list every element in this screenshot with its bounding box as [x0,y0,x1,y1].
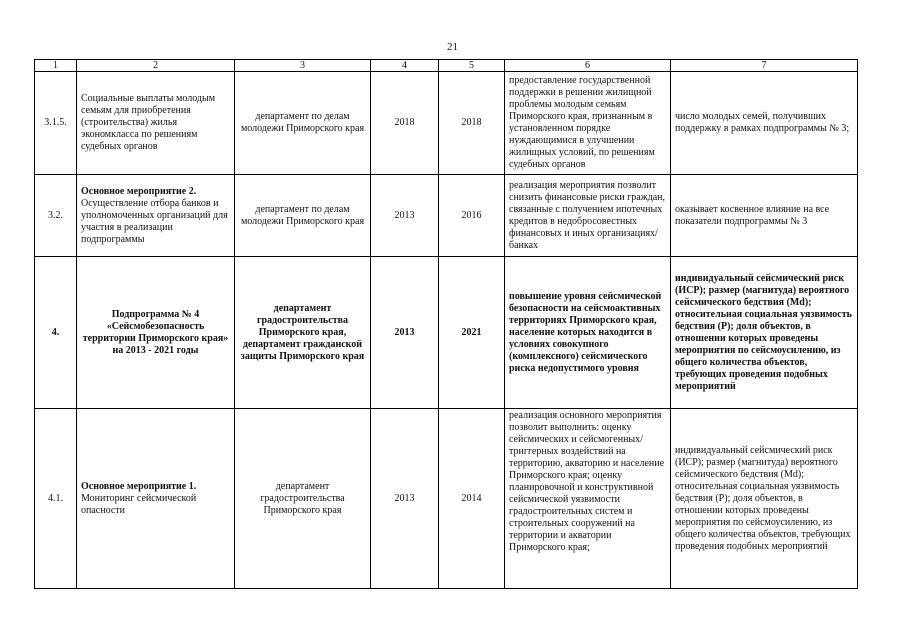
item-number: 3.1.5. [35,72,77,175]
item-expected-result: реализация основного мероприятия позволит выполнить: оценку сейсмических и сейсмогенных/триггерных воздействий на территорию, акваторию и население Приморского края; оценку планировочной и конструктивной сейсмической уязвимости градостроительных систем и строительных сооружений на территории и акватории Приморского края; [505,409,671,589]
program-table [34,59,858,589]
item-name-cell [77,175,235,257]
table-row [35,72,858,175]
item-name: Социальные выплаты молодым семьям для приобретения (строительства) жилья экономкласса по решениям судебных органов [77,72,235,175]
column-header: 4 [371,60,439,72]
item-executor: департамент градостроительства Приморского края, департамент гражданской защиты Приморского края [235,257,371,409]
item-start-year: 2013 [371,257,439,409]
column-header: 3 [235,60,371,72]
item-end-year: 2016 [439,175,505,257]
item-executor: департамент градостроительства Приморского края [235,409,371,589]
item-indicator: индивидуальный сейсмический риск (ИСР); размер (магнитуда) вероятного сейсмического бедствия (Md); относительная социальная уязвимость бедствия (Р); доля объектов, в отношении которых проведены мероприятия по сейсмоусилению, из общего количества объектов, требующих проведения подобных мероприятий [671,409,858,589]
item-start-year: 2013 [371,175,439,257]
item-number: 4. [35,257,77,409]
column-header: 1 [35,60,77,72]
column-header: 2 [77,60,235,72]
item-end-year: 2021 [439,257,505,409]
item-title: Основное мероприятие 1. [81,480,197,492]
column-header: 6 [505,60,671,72]
item-start-year: 2018 [371,72,439,175]
item-executor: департамент по делам молодежи Приморского края [235,72,371,175]
item-end-year: 2014 [439,409,505,589]
item-start-year: 2013 [371,409,439,589]
item-name: Осуществление отбора банков и уполномоченных организаций для участия в реализации подпрограммы [81,197,228,245]
table-row [35,409,858,589]
item-name: Мониторинг сейсмической опасности [81,492,197,516]
item-name-cell [77,409,235,589]
column-header: 7 [671,60,858,72]
item-end-year: 2018 [439,72,505,175]
column-header: 5 [439,60,505,72]
column-number-row [35,60,858,72]
item-expected-result: повышение уровня сейсмической безопасности на сейсмоактивных территориях Приморского края, население которых находится в условиях совокупного (комплексного) сейсмического риска недопустимого уровня [505,257,671,409]
table-row [35,257,858,409]
item-expected-result: предоставление государственной поддержки в решении жилищной проблемы молодым семьям Приморского края, признанным в установленном порядке нуждающимися в улучшении жилищных условий, по решениям судебных органов [505,72,671,175]
item-number: 4.1. [35,409,77,589]
item-indicator: индивидуальный сейсмический риск (ИСР); размер (магнитуда) вероятного сейсмического бедствия (Md); относительная социальная уязвимость бедствия (Р); доля объектов, в отношении которых проведены мероприятия по сейсмоусилению, из общего количества объектов, требующих проведения подобных мероприятий [671,257,858,409]
page-number: 21 [447,41,458,53]
item-number: 3.2. [35,175,77,257]
item-executor: департамент по делам молодежи Приморского края [235,175,371,257]
item-name: Подпрограмма № 4 «Сейсмобезопасность территории Приморского края» на 2013 - 2021 годы [77,257,235,409]
item-title: Основное мероприятие 2. [81,185,197,197]
item-expected-result: реализация мероприятия позволит снизить финансовые риски граждан, связанные с получением ипотечных кредитов в недобросовестных финансовых и иных организациях/банках [505,175,671,257]
table-row [35,175,858,257]
item-indicator: оказывает косвенное влияние на все показатели подпрограммы № 3 [671,175,858,257]
item-indicator: число молодых семей, получивших поддержку в рамках подпрограммы № 3; [671,72,858,175]
